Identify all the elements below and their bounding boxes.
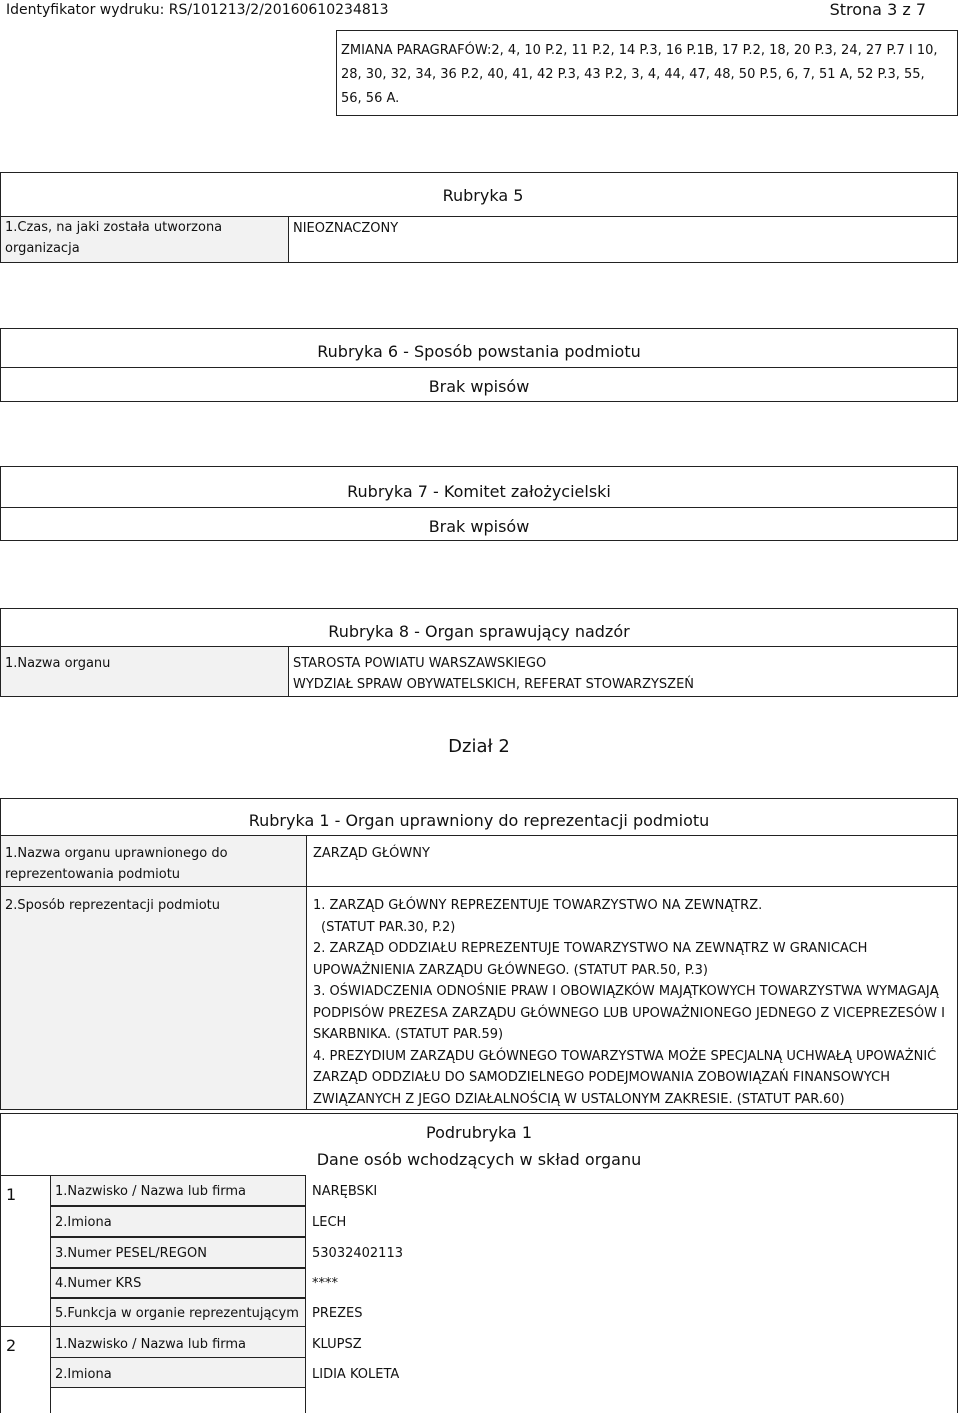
- person-1-pesel-value: 53032402113: [312, 1246, 403, 1261]
- person-2-number: 2: [6, 1336, 17, 1355]
- method-line: 4. PREZYDIUM ZARZĄDU GŁÓWNEGO TOWARZYSTWA MOŻE SPECJALNĄ UCHWAŁĄ UPOWAŻNIĆ: [313, 1048, 937, 1064]
- person-1-surname-label: 1.Nazwisko / Nazwa lub firma: [55, 1184, 247, 1199]
- person-1-function-label: 5.Funkcja w organie reprezentującym: [55, 1306, 299, 1321]
- rubryka-5-value-text: NIEOZNACZONY: [293, 221, 399, 236]
- method-line: PODPISÓW PREZESA ZARZĄDU GŁÓWNEGO LUB UPOWAŻNIONEGO JEDNEGO Z VICEPREZESÓW I: [313, 1005, 945, 1021]
- rubryka-5-value: [288, 216, 958, 263]
- method-line: ZWIĄZANYCH Z JEGO DZIAŁALNOŚCIĄ W USTALONYM ZAKRESIE. (STATUT PAR.60): [313, 1091, 845, 1107]
- podrubryka-subtitle: Dane osób wchodzących w skład organu: [316, 1150, 642, 1169]
- method-line: SKARBNIKA. (STATUT PAR.59): [313, 1027, 504, 1042]
- amendments-box: [336, 30, 958, 116]
- person-2-names-value: LIDIA KOLETA: [312, 1367, 400, 1382]
- rubryka-8-value: [288, 646, 958, 697]
- dzial-2-title: Dział 2: [448, 736, 510, 757]
- method-line: 3. OŚWIADCZENIA ODNOŚNIE PRAW I OBOWIĄZKÓW MAJĄTKOWYCH TOWARZYSTWA WYMAGAJĄ: [313, 984, 939, 999]
- print-identifier: Identyfikator wydruku: RS/101213/2/20160610234813: [6, 2, 389, 18]
- rubryka-5-title: Rubryka 5: [442, 186, 524, 205]
- person-2-names-label: 2.Imiona: [55, 1367, 112, 1382]
- rubryka-8-value-line1: STAROSTA POWIATU WARSZAWSKIEGO: [293, 656, 547, 671]
- rubryka-8-title: Rubryka 8 - Organ sprawujący nadzór: [328, 622, 630, 641]
- rubryka-7-empty: Brak wpisów: [428, 517, 530, 536]
- organ-value: [306, 835, 958, 887]
- rubryka-8-label: [0, 646, 289, 697]
- amendments-text: ZMIANA PARAGRAFÓW:2, 4, 10 P.2, 11 P.2, 14 P.3, 16 P.1B, 17 P.2, 18, 20 P.3, 24, 27 P.7 I 10, 28, 30, 32, 34, 36 P.2, 40, 41, 42 P.3, 43 P.2, 3, 4, 44, 47, 48, 50 P.5, 6, 7, 51 A, 52 P.3, 55, 56, 56 A.: [341, 43, 938, 106]
- method-line: 1. ZARZĄD GŁÓWNY REPREZENTUJE TOWARZYSTWO NA ZEWNĄTRZ.: [313, 898, 763, 913]
- organ-value-text: ZARZĄD GŁÓWNY: [313, 846, 430, 861]
- method-line: ZARZĄD ODDZIAŁU DO SAMODZIELNEGO PODEJMOWANIA ZOBOWIĄZAŃ FINANSOWYCH: [313, 1070, 890, 1085]
- method-label-text: 2.Sposób reprezentacji podmiotu: [5, 898, 220, 913]
- method-line: (STATUT PAR.30, P.2): [321, 919, 456, 935]
- method-label: [0, 886, 307, 1110]
- rubryka-7-title: Rubryka 7 - Komitet założycielski: [347, 482, 611, 501]
- person-1-names-label: 2.Imiona: [55, 1215, 112, 1230]
- person-1-function-value: PREZES: [312, 1306, 363, 1321]
- person-2-row-3-label-cell: [50, 1387, 306, 1413]
- person-1-surname-value: NARĘBSKI: [312, 1184, 378, 1199]
- person-1-names-value: LECH: [312, 1215, 347, 1230]
- method-value: [306, 886, 958, 1110]
- rubryka-8-value-line2: WYDZIAŁ SPRAW OBYWATELSKICH, REFERAT STOWARZYSZEŃ: [293, 677, 695, 692]
- person-2-surname-value: KLUPSZ: [312, 1337, 362, 1352]
- method-line: 2. ZARZĄD ODDZIAŁU REPREZENTUJE TOWARZYSTWO NA ZEWNĄTRZ W GRANICACH: [313, 941, 868, 956]
- method-line: UPOWAŻNIENIA ZARZĄDU GŁÓWNEGO. (STATUT PAR.50, P.3): [313, 962, 708, 978]
- page-number: Strona 3 z 7: [829, 0, 926, 19]
- rubryka-8-label-text: 1.Nazwa organu: [5, 656, 111, 671]
- organ-label-text: 1.Nazwa organu uprawnionego do reprezentowania podmiotu: [5, 846, 228, 882]
- podrubryka-title: Podrubryka 1: [426, 1123, 532, 1142]
- person-1-krs-value: ****: [312, 1276, 338, 1291]
- person-1-number: 1: [6, 1185, 17, 1204]
- rubryka-5-label: [0, 216, 289, 263]
- rubryka-6-title: Rubryka 6 - Sposób powstania podmiotu: [317, 342, 641, 361]
- rubryka-1-title: Rubryka 1 - Organ uprawniony do reprezentacji podmiotu: [248, 811, 710, 830]
- person-2-surname-label: 1.Nazwisko / Nazwa lub firma: [55, 1337, 247, 1352]
- organ-label: [0, 835, 307, 887]
- person-1-pesel-label: 3.Numer PESEL/REGON: [55, 1246, 207, 1261]
- person-1-krs-label: 4.Numer KRS: [55, 1276, 142, 1291]
- rubryka-6-empty: Brak wpisów: [428, 377, 530, 396]
- rubryka-5-label-text: 1.Czas, na jaki została utworzona organizacja: [5, 220, 223, 256]
